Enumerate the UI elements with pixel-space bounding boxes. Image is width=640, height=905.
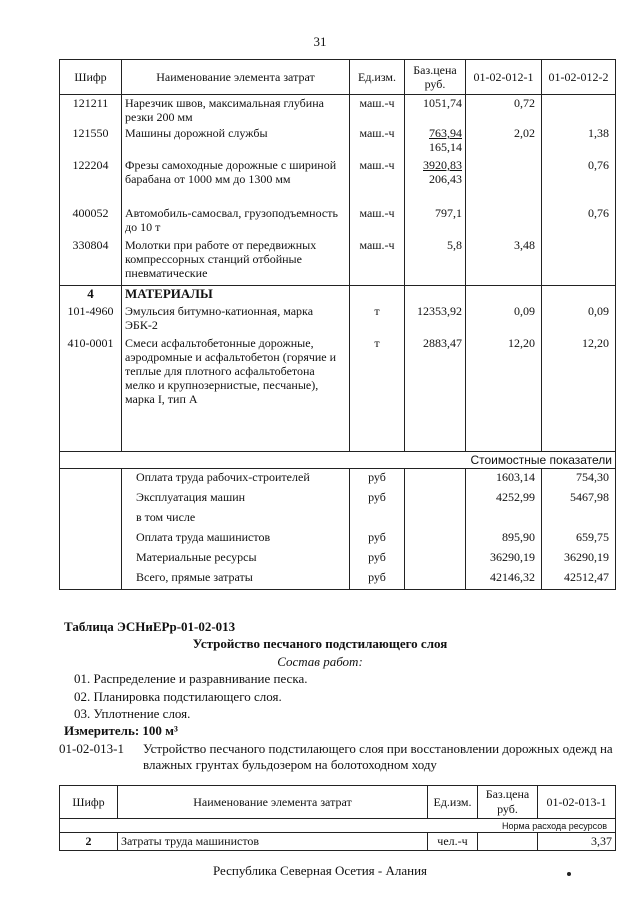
section-row-materials	[60, 285, 616, 303]
row-code: 101-4960	[60, 303, 122, 335]
cost-indicators-label: Стоимостные показатели	[60, 452, 616, 469]
price-machine: 763,94	[429, 126, 462, 140]
table-row	[60, 237, 616, 285]
row-value-1	[466, 205, 542, 237]
header-code: Шифр	[60, 60, 122, 95]
table-row	[60, 95, 616, 126]
row-unit: т	[350, 303, 405, 335]
summary-row	[60, 529, 616, 549]
row-value-1: 3,48	[466, 237, 542, 285]
cost-indicators-row	[60, 452, 616, 469]
section-title: МАТЕРИАЛЫ	[122, 285, 350, 303]
summary-value-1	[466, 509, 542, 529]
header-price: Баз.цена руб.	[478, 786, 538, 819]
row-unit: маш.-ч	[350, 95, 405, 126]
table-row	[60, 125, 616, 157]
header-col1: 01-02-012-1	[466, 60, 542, 95]
table-row	[60, 303, 616, 335]
row-value-2: 12,20	[542, 335, 616, 413]
row-unit: чел.-ч	[428, 833, 478, 851]
header-name: Наименование элемента затрат	[122, 60, 350, 95]
price-driver: 206,43	[429, 172, 462, 186]
row-value-1: 12,20	[466, 335, 542, 413]
summary-value-2: 659,75	[542, 529, 616, 549]
header-unit: Ед.изм.	[350, 60, 405, 95]
summary-row	[60, 569, 616, 590]
page-footer: Республика Северная Осетия - Алания	[212, 863, 428, 878]
row-code: 410-0001	[60, 335, 122, 413]
row-value-1: 0,72	[466, 95, 542, 126]
row-price	[478, 833, 538, 851]
header-col2: 01-02-012-2	[542, 60, 616, 95]
item-text: Устройство песчаного подстилающего слоя при восстановлении дорожных одежд на влажных грунтах бульдозером на болотоходном ходу	[143, 741, 613, 772]
row-price: 2883,47	[405, 335, 466, 413]
measure-unit: Измеритель: 100 м³	[64, 723, 178, 738]
row-value-2	[542, 95, 616, 126]
summary-value-2: 754,30	[542, 469, 616, 490]
row-code: 400052	[60, 205, 122, 237]
summary-row	[60, 549, 616, 569]
summary-unit: руб	[350, 569, 405, 590]
summary-row	[60, 489, 616, 509]
table-row	[60, 833, 616, 851]
row-name: Смеси асфальтобетонные дорожные, аэродромные и асфальтобетон (горячие и теплые для плотного асфальтобетона мелко и крупнозернистые, песчаные), марка I, тип А	[122, 335, 350, 413]
table-header	[60, 786, 616, 819]
work-item: 01. Распределение и разравнивание песка.	[74, 671, 308, 686]
summary-row	[60, 469, 616, 490]
row-code: 122204	[60, 157, 122, 205]
row-name: Затраты труда машинистов	[118, 833, 428, 851]
row-unit: маш.-ч	[350, 125, 405, 157]
row-price	[405, 125, 466, 157]
row-name: Нарезчик швов, максимальная глубина резки 200 мм	[122, 95, 350, 126]
table-title: Таблица ЭСНиЕРр-01-02-013	[64, 619, 236, 634]
summary-value-1: 36290,19	[466, 549, 542, 569]
header-col1: 01-02-013-1	[538, 786, 616, 819]
header-code: Шифр	[60, 786, 118, 819]
summary-name: Эксплуатация машин	[122, 489, 350, 509]
price-machine: 3920,83	[423, 158, 462, 172]
header-price: Баз.цена руб.	[405, 60, 466, 95]
summary-value-2: 42512,47	[542, 569, 616, 590]
table-row	[60, 205, 616, 237]
summary-name: Оплата труда машинистов	[122, 529, 350, 549]
row-value-2: 1,38	[542, 125, 616, 157]
row-code: 121550	[60, 125, 122, 157]
section-heading: Устройство песчаного подстилающего слоя	[192, 636, 448, 651]
summary-unit: руб	[350, 529, 405, 549]
row-name: Фрезы самоходные дорожные с шириной барабана от 1000 мм до 1300 мм	[122, 157, 350, 205]
row-price: 5,8	[405, 237, 466, 285]
item-code: 01-02-013-1	[59, 741, 124, 756]
row-value-2: 0,76	[542, 205, 616, 237]
work-item: 02. Планировка подстилающего слоя.	[74, 689, 282, 704]
resource-table-01-02-013	[59, 785, 616, 851]
scan-mark	[567, 872, 571, 876]
summary-name: Оплата труда рабочих-строителей	[122, 469, 350, 490]
work-item: 03. Уплотнение слоя.	[74, 706, 191, 721]
summary-name: Материальные ресурсы	[122, 549, 350, 569]
norm-label: Норма расхода ресурсов	[60, 819, 616, 833]
row-value-2: 0,76	[542, 157, 616, 205]
summary-value-1: 1603,14	[466, 469, 542, 490]
summary-unit: руб	[350, 489, 405, 509]
summary-value-1: 4252,99	[466, 489, 542, 509]
row-price	[405, 157, 466, 205]
summary-row	[60, 509, 616, 529]
row-value-1: 3,37	[538, 833, 616, 851]
price-driver: 165,14	[429, 140, 462, 154]
row-unit: т	[350, 335, 405, 413]
summary-name: в том числе	[122, 509, 350, 529]
row-name: Молотки при работе от передвижных компрессорных станций отбойные пневматические	[122, 237, 350, 285]
row-unit: маш.-ч	[350, 205, 405, 237]
summary-value-2	[542, 509, 616, 529]
works-title: Состав работ:	[277, 654, 363, 669]
row-value-1: 2,02	[466, 125, 542, 157]
table-header	[60, 60, 616, 95]
summary-unit: руб	[350, 549, 405, 569]
row-unit: маш.-ч	[350, 157, 405, 205]
summary-unit: руб	[350, 469, 405, 490]
header-name: Наименование элемента затрат	[118, 786, 428, 819]
row-name: Автомобиль-самосвал, грузоподъемность до 10 т	[122, 205, 350, 237]
row-unit: маш.-ч	[350, 237, 405, 285]
row-value-1: 0,09	[466, 303, 542, 335]
summary-value-2: 5467,98	[542, 489, 616, 509]
summary-value-1: 42146,32	[466, 569, 542, 590]
summary-value-1: 895,90	[466, 529, 542, 549]
row-code: 121211	[60, 95, 122, 126]
row-price: 12353,92	[405, 303, 466, 335]
section-code: 4	[60, 285, 122, 303]
row-value-2: 0,09	[542, 303, 616, 335]
resource-table-01-02-012	[59, 59, 616, 590]
summary-value-2: 36290,19	[542, 549, 616, 569]
row-code: 330804	[60, 237, 122, 285]
row-value-1	[466, 157, 542, 205]
row-name: Машины дорожной службы	[122, 125, 350, 157]
summary-unit	[350, 509, 405, 529]
summary-name: Всего, прямые затраты	[122, 569, 350, 590]
row-code: 2	[60, 833, 118, 851]
norm-row	[60, 819, 616, 833]
table-row	[60, 157, 616, 205]
row-value-2	[542, 237, 616, 285]
table-row	[60, 335, 616, 413]
row-name: Эмульсия битумно-катионная, марка ЭБК-2	[122, 303, 350, 335]
row-price: 797,1	[405, 205, 466, 237]
header-unit: Ед.изм.	[428, 786, 478, 819]
page-number: 31	[313, 34, 327, 49]
row-price: 1051,74	[405, 95, 466, 126]
